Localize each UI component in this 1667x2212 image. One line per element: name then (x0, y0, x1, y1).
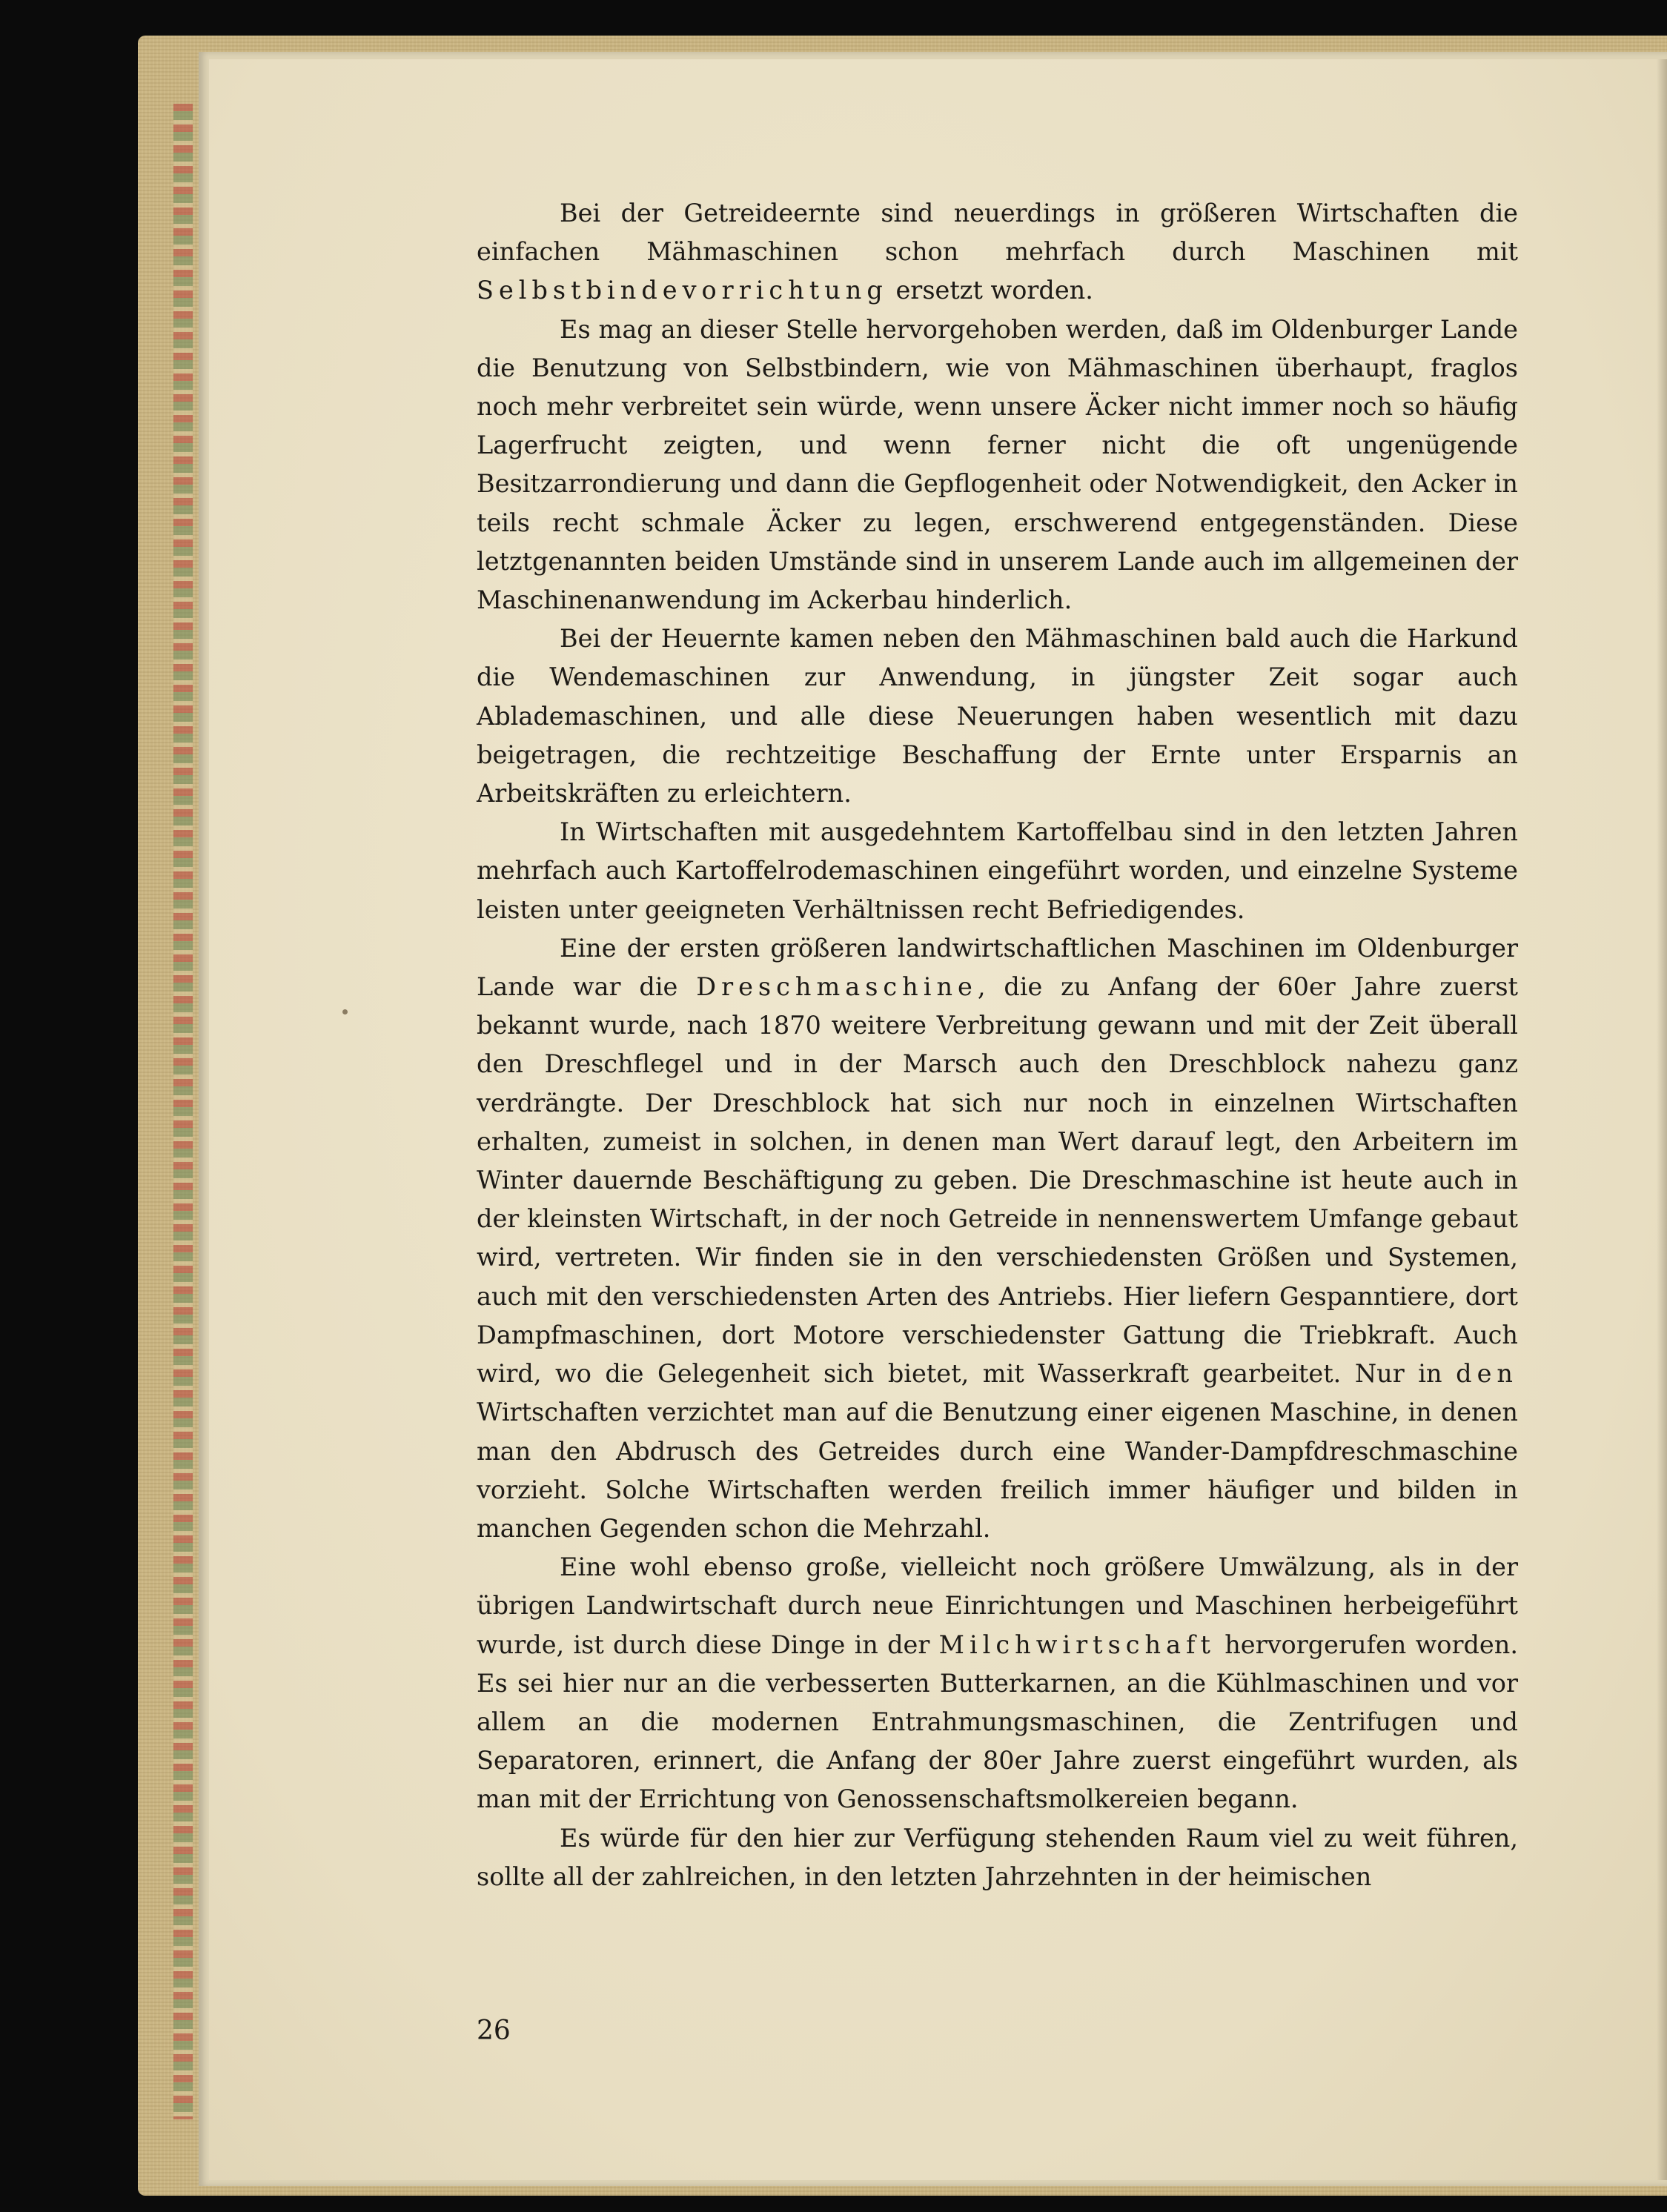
paragraph-text: Wirtschaften verzichtet man auf die Benutzung einer eigenen Maschine, in denen man den Abdrusch des Getreides durch eine Wander-Dampfdreschmaschine vorzieht. Solche Wirtschaften werden freilich immer häufiger und bilden in manchen Gegenden schon die Mehrzahl. (477, 1398, 1518, 1543)
paragraph-text: Es mag an dieser Stelle hervorgehoben werden, daß im Oldenburger Lande die Benutzung von Selbstbindern, wie von Mähmaschinen überhaupt, fraglos noch mehr verbreitet sein würde, wenn unsere Äcker nicht immer noch so häufig Lagerfrucht zeigten, und wenn ferner nicht die oft ungenügende Besitzarrondierung und dann die Gepflogenheit oder Notwendigkeit, den Acker in teils recht schmale Äcker zu legen, erschwerend entgegenständen. Diese letztgenannten beiden Umstände sind in unserem Lande auch im allgemeinen der Maschinenanwendung im Ackerbau hinderlich. (477, 314, 1518, 615)
paragraph (477, 929, 1518, 1548)
page-number: 26 (477, 2016, 511, 2046)
emphasized-term: Milchwirtschaft (938, 1630, 1216, 1659)
paragraph-text: In Wirtschaften mit ausgedehntem Kartoffelbau sind in den letzten Jahren mehrfach auch Kartoffelrodemaschinen eingeführt worden, und einzelne Systeme leisten unter geeigneten Verhältnissen recht Befriedigendes. (477, 817, 1518, 924)
paragraph (477, 310, 1518, 620)
page-speck (342, 1009, 348, 1014)
emphasized-term: Selbstbindevorrichtung (477, 276, 888, 305)
body-text (477, 194, 1518, 1896)
paragraph (477, 1548, 1518, 1819)
paragraph-text: Eine wohl ebenso große, vielleicht noch größere Umwälzung, als in der übrigen Landwirtschaft durch neue Einrichtungen und Maschinen herbeigeführt wurde, ist durch diese Dinge in der (477, 1552, 1518, 1659)
paragraph (477, 620, 1518, 813)
paragraph-text: ersetzt worden. (887, 276, 1093, 305)
paragraph (477, 1819, 1518, 1896)
paragraph-text: , die zu Anfang der 60er Jahre zuerst bekannt wurde, nach 1870 weitere Verbreitung gewann und mit der Zeit überall den Dreschflegel und in der Marsch auch den Dreschblock nahezu ganz verdrängte. Der Dreschblock hat sich nur noch in einzelnen Wirtschaften erhalten, zumeist in solchen, in denen man Wert darauf legt, den Arbeitern im Winter dauernde Beschäftigung zu geben. Die Dreschmaschine ist heute auch in der kleinsten Wirtschaft, in der noch Getreide in nennenswertem Umfange gebaut wird, vertreten. Wir finden sie in den verschiedensten Größen und Systemen, auch mit den verschiedensten Arten des Antriebs. Hier liefern Gespanntiere, dort Dampfmaschinen, dort Motore verschiedenster Gattung die Triebkraft. Auch wird, wo die Gelegenheit sich bietet, mit Wasserkraft gearbeitet. Nur in (477, 972, 1519, 1389)
paragraph (477, 813, 1518, 929)
emphasized-term: Dreschmaschine (696, 972, 978, 1002)
page-edge-shadow (1657, 59, 1667, 2180)
cover-binding-stripe (173, 104, 193, 2119)
paragraph-text: Es würde für den hier zur Verfügung stehenden Raum viel zu weit führen, sollte all der zahlreichen, in den letzten Jahrzehnten in der heimischen (477, 1823, 1518, 1891)
emphasized-term: den (1456, 1359, 1518, 1389)
paragraph-text: Bei der Heuernte kamen neben den Mähmaschinen bald auch die Harkund die Wendemaschinen zur Anwendung, in jüngster Zeit sogar auch Ablademaschinen, und alle diese Neuerungen haben wesentlich mit dazu beigetragen, die rechtzeitige Beschaffung der Ernte unter Ersparnis an Arbeitskräften zu erleichtern. (477, 624, 1518, 808)
paragraph-text: Eine der ersten größeren landwirtschaftlichen Maschinen im Oldenburger Lande war die (477, 933, 1518, 1002)
paragraph (477, 194, 1518, 310)
paragraph-text: Bei der Getreideernte sind neuerdings in größeren Wirtschaften die einfachen Mähmaschinen schon mehrfach durch Maschinen mit (477, 199, 1518, 267)
paragraph-text: hervorgerufen worden. Es sei hier nur an die verbesserten Butterkarnen, an die Kühlmaschinen und vor allem an die modernen Entrahmungsmaschinen, die Zentrifugen und Separatoren, erinnert, die Anfang der 80er Jahre zuerst eingeführt wurden, als man mit der Errichtung von Genossenschaftsmolkereien begann. (477, 1630, 1518, 1814)
